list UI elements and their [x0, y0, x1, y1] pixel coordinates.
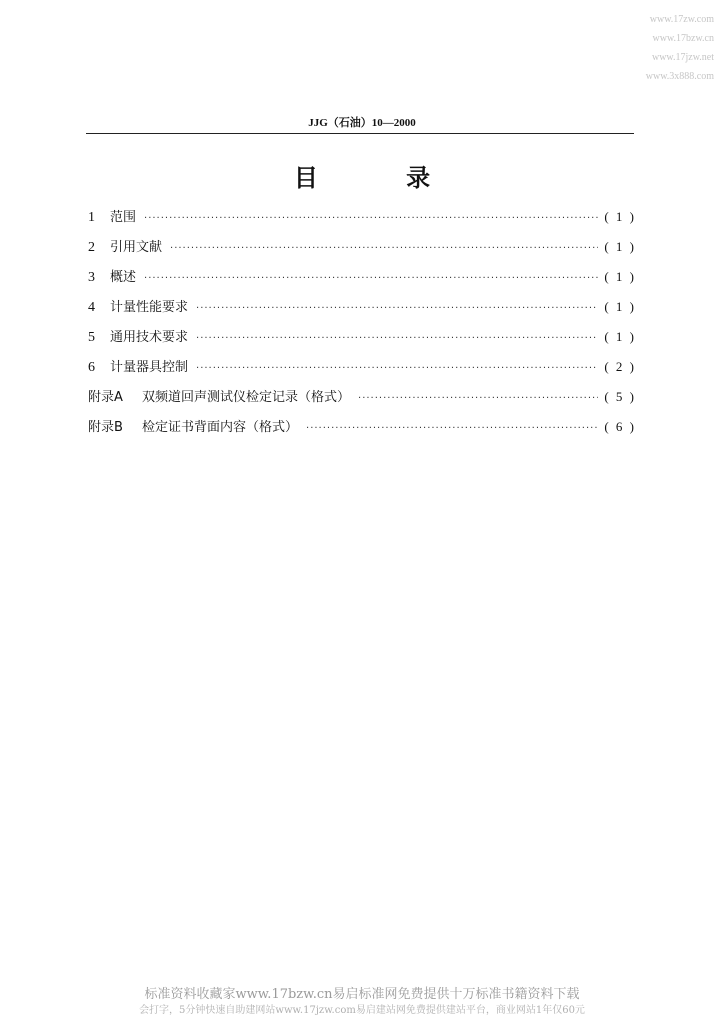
watermark — [594, 10, 714, 86]
toc-entry-page: ( 1 ) — [604, 299, 634, 314]
toc-entry-page: ( 1 ) — [604, 329, 634, 344]
watermark-line: www.3x888.com — [645, 71, 714, 82]
header-divider — [86, 133, 634, 134]
toc-entry-page: ( 1 ) — [604, 209, 634, 224]
dot-leader — [196, 333, 598, 344]
toc-entry-scope[interactable] — [88, 206, 634, 236]
toc-entry-number: 1 — [88, 210, 95, 225]
dot-leader — [144, 273, 598, 284]
toc-entry-number: 2 — [88, 240, 95, 255]
toc-entry-number: 6 — [88, 360, 95, 375]
watermark-line: www.17zw.com — [649, 14, 714, 25]
dot-leader — [170, 243, 598, 254]
dot-leader — [144, 213, 598, 224]
footer-line: 标准资料收藏家www.17bzw.cn易启标准网免费提供十万标准书籍资料下载 — [144, 987, 580, 1002]
toc-entry-appendix-b[interactable] — [88, 416, 634, 446]
toc-entry-label: 概述 — [110, 270, 137, 285]
toc-entry-appendix-a[interactable] — [88, 386, 634, 416]
toc-entry-label: 引用文献 — [110, 240, 163, 255]
toc-entry-overview[interactable] — [88, 266, 634, 296]
dot-leader — [196, 303, 598, 314]
toc-entry-number: 附录B — [88, 420, 123, 435]
toc-title: 目 录 — [293, 164, 471, 192]
toc-entry-label: 计量器具控制 — [110, 360, 189, 375]
toc-entry-number: 4 — [88, 300, 95, 315]
footer-watermark — [0, 986, 724, 1018]
toc-entry-number: 附录A — [88, 390, 123, 405]
table-of-contents — [88, 206, 634, 446]
watermark-line: www.17jzw.net — [651, 52, 714, 63]
toc-entry-number: 5 — [88, 330, 95, 345]
toc-entry-page: ( 1 ) — [604, 269, 634, 284]
toc-entry-page: ( 5 ) — [604, 389, 634, 404]
dot-leader — [196, 363, 598, 374]
toc-entry-references[interactable] — [88, 236, 634, 266]
toc-entry-page: ( 2 ) — [604, 359, 634, 374]
toc-entry-label: 双频道回声测试仪检定记录（格式） — [142, 390, 351, 405]
toc-entry-page: ( 6 ) — [604, 419, 634, 434]
toc-entry-label: 范围 — [110, 210, 137, 225]
toc-entry-metrological-requirements[interactable] — [88, 296, 634, 326]
toc-entry-label: 通用技术要求 — [110, 330, 189, 345]
toc-entry-number: 3 — [88, 270, 95, 285]
toc-entry-instrument-control[interactable] — [88, 356, 634, 386]
toc-entry-page: ( 1 ) — [604, 239, 634, 254]
watermark-line: www.17bzw.cn — [652, 33, 714, 44]
toc-entry-general-technical-requirements[interactable] — [88, 326, 634, 356]
toc-entry-label: 计量性能要求 — [110, 300, 189, 315]
dot-leader — [358, 393, 598, 404]
toc-entry-label: 检定证书背面内容（格式） — [142, 420, 299, 435]
footer-line: 会打字，5分钟快速自助建网站www.17jzw.com易启建站网免费提供建站平台，商业网站1年仅60元 — [139, 1005, 585, 1016]
standard-code: JJG（石油）10—2000 — [308, 117, 416, 129]
dot-leader — [306, 423, 598, 434]
